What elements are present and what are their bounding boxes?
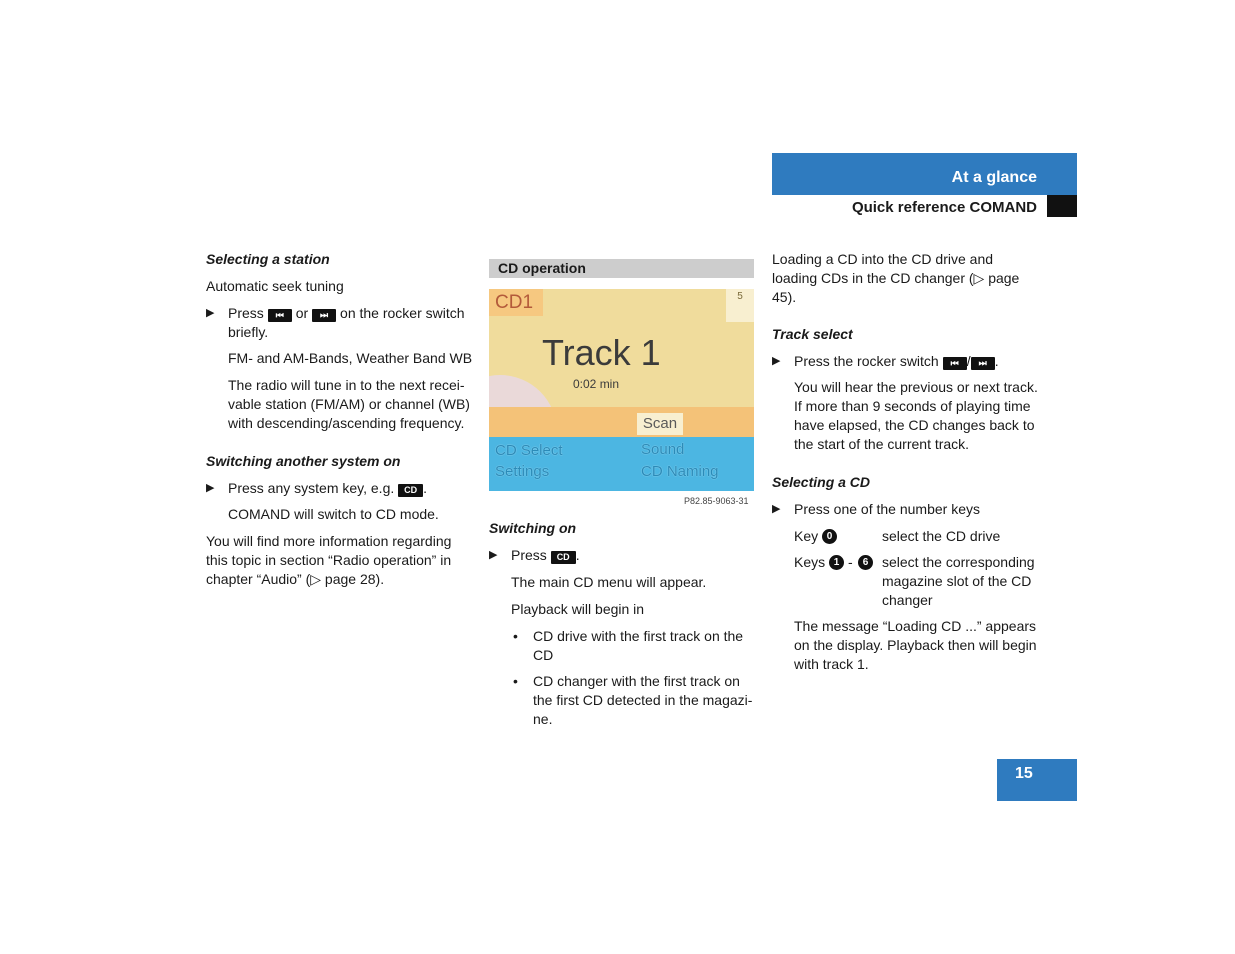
switch-note: COMAND will switch to CD mode. <box>228 506 439 522</box>
press-any-instruction: ▶ Press any system key, e.g. CD . <box>206 480 428 496</box>
screen-cd-label: CD1 <box>489 289 543 316</box>
right-column <box>772 250 1040 674</box>
next-track-icon: ⏭ <box>312 309 336 322</box>
screen-stripe <box>489 407 754 437</box>
comand-screen <box>489 289 754 491</box>
screen-track: Track 1 <box>542 332 661 373</box>
prev-track-icon: ⏮ <box>268 309 292 322</box>
left-column <box>206 250 474 589</box>
page-number: 15 <box>997 759 1077 801</box>
bullet-item: • CD drive with the first track on the CD <box>513 628 744 663</box>
seek-text: Automatic seek tuning <box>206 278 344 294</box>
key-1-icon: 1 <box>829 555 844 570</box>
key-0-icon: 0 <box>822 529 837 544</box>
subsection-header: Quick reference COMAND <box>851 199 1037 216</box>
press-keys-instruction: ▶ Press one of the number keys <box>772 501 980 517</box>
heading-switching-on: Switching on <box>489 520 577 536</box>
prev-track-icon: ⏮ <box>943 357 967 370</box>
screen-time: 0:02 min <box>573 377 620 391</box>
cd-key-icon: CD <box>551 551 576 564</box>
heading-track-select: Track select <box>772 326 853 342</box>
key-row: Key 0 select the CD drive <box>794 528 1001 544</box>
loading-text: Loading a CD into the CD drive and loading CDs in the CD changer (▷ page 45). <box>772 251 1020 305</box>
keys-row: Keys 1 - 6 select the corresponding magazine slot of the CD changer <box>794 554 1035 608</box>
bands-text: FM- and AM-Bands, Weather Band WB <box>228 350 473 366</box>
arrow-icon: ▶ <box>772 503 781 515</box>
menu-cd-naming: CD Naming <box>641 463 719 480</box>
loading-message: The message “Loading CD ...” appears on the display. Playback then will begin with track 1. <box>794 618 1037 672</box>
playback-text: Playback will begin in <box>511 601 645 617</box>
press-instruction: ▶ Press ⏮ or ⏭ on the rocker switch briefly. <box>206 305 465 340</box>
key-6-icon: 6 <box>858 555 873 570</box>
screen-corner: 5 <box>726 289 754 322</box>
press-rocker-instruction: ▶ Press the rocker switch ⏮ / ⏭ . <box>772 353 999 369</box>
section-header: At a glance <box>772 153 1077 195</box>
menu-settings: Settings <box>495 463 550 480</box>
menu-sound: Sound <box>641 441 685 458</box>
cd-key-icon: CD <box>398 484 423 497</box>
track-note: You will hear the previous or next track. If more than 9 seconds of playing time have elapsed, the CD changes back to the start of the current track. <box>794 379 1038 452</box>
bullet-item: • CD changer with the first track on the first CD detected in the magazi-ne. <box>513 673 753 727</box>
menu-cd-select: CD Select <box>495 442 563 459</box>
heading-selecting-cd: Selecting a CD <box>772 474 871 490</box>
figure-code: P82.85-9063-31 <box>684 496 749 506</box>
next-track-icon: ⏭ <box>971 357 995 370</box>
screen-menu <box>489 437 754 491</box>
arrow-icon: ▶ <box>489 549 498 561</box>
more-info-text: You will find more information regarding this topic in section “Radio operation” in chapter “Audio” (▷ page 28). <box>206 533 452 587</box>
radio-note: The radio will tune in to the next recei-vable station (FM/AM) or channel (WB) with descending/ascending frequency. <box>228 377 470 431</box>
arrow-icon: ▶ <box>772 355 781 367</box>
middle-column <box>489 519 757 729</box>
figure-title: CD operation <box>489 259 754 278</box>
heading-selecting-station: Selecting a station <box>206 251 330 267</box>
menu-note: The main CD menu will appear. <box>511 574 707 590</box>
heading-switching-system: Switching another system on <box>206 453 401 469</box>
screen-scan: Scan <box>637 413 683 435</box>
arrow-icon: ▶ <box>206 307 215 319</box>
arrow-icon: ▶ <box>206 482 215 494</box>
header-marker <box>1047 195 1077 217</box>
press-cd-instruction: ▶ Press CD . <box>489 547 580 563</box>
